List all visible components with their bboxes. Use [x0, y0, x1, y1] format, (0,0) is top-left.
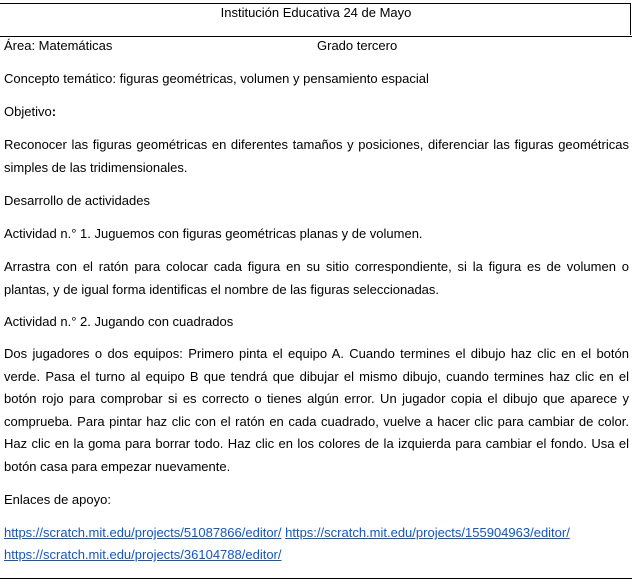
objective-label: Objetivo	[4, 104, 52, 119]
activity2-title: Actividad n.° 2. Jugando con cuadrados	[4, 314, 234, 329]
development-heading: Desarrollo de actividades	[4, 193, 150, 208]
support-link[interactable]: https://scratch.mit.edu/projects/155904963/editor/	[285, 525, 570, 540]
institution-title: Institución Educativa 24 de Mayo	[220, 5, 412, 20]
concept-line: Concepto temático: figuras geométricas, volumen y pensamiento espacial	[4, 71, 429, 86]
footer-rule	[0, 578, 632, 579]
support-links-row	[4, 525, 570, 540]
objective-text: Reconocer las figuras geométricas en diferentes tamaños y posiciones, diferenciar las figuras geométricas simples de las tridimensionales.	[4, 137, 629, 175]
area-label: Área: Matemáticas	[4, 38, 113, 53]
header-top-rule	[0, 3, 630, 4]
support-links-row	[4, 547, 282, 562]
activity1-title: Actividad n.° 1. Juguemos con figuras geométricas planas y de volumen.	[4, 226, 423, 241]
header-divider	[0, 36, 632, 37]
objective-colon: :	[51, 104, 57, 119]
support-link[interactable]: https://scratch.mit.edu/projects/51087866/editor/	[4, 525, 282, 540]
support-link[interactable]: https://scratch.mit.edu/projects/36104788/editor/	[4, 547, 282, 562]
activity1-text: Arrastra con el ratón para colocar cada figura en su sitio correspondiente, si la figura es de volumen o plantas, y de igual forma identificas el nombre de las figuras seleccionadas.	[4, 259, 629, 297]
activity2-text: Dos jugadores o dos equipos: Primero pinta el equipo A. Cuando termines el dibujo haz clic en el botón verde. Pasa el turno al equipo B que tendrá que dibujar el mismo dibujo, cuando termines haz clic en el botón rojo para comprobar si es correcto o tienes algún error. Un jugador copia el dibujo que aparece y comprueba. Para pintar haz clic con el ratón en cada cuadrado, vuelve a hacer clic para cambiar de color. Haz clic en la goma para borrar todo. Haz clic en los colores de la izquierda para cambiar el fondo. Usa el botón casa para empezar nuevamente.	[4, 346, 629, 474]
grade-label: Grado tercero	[317, 38, 398, 53]
support-links-label: Enlaces de apoyo:	[4, 492, 111, 507]
objective-heading	[4, 104, 56, 119]
